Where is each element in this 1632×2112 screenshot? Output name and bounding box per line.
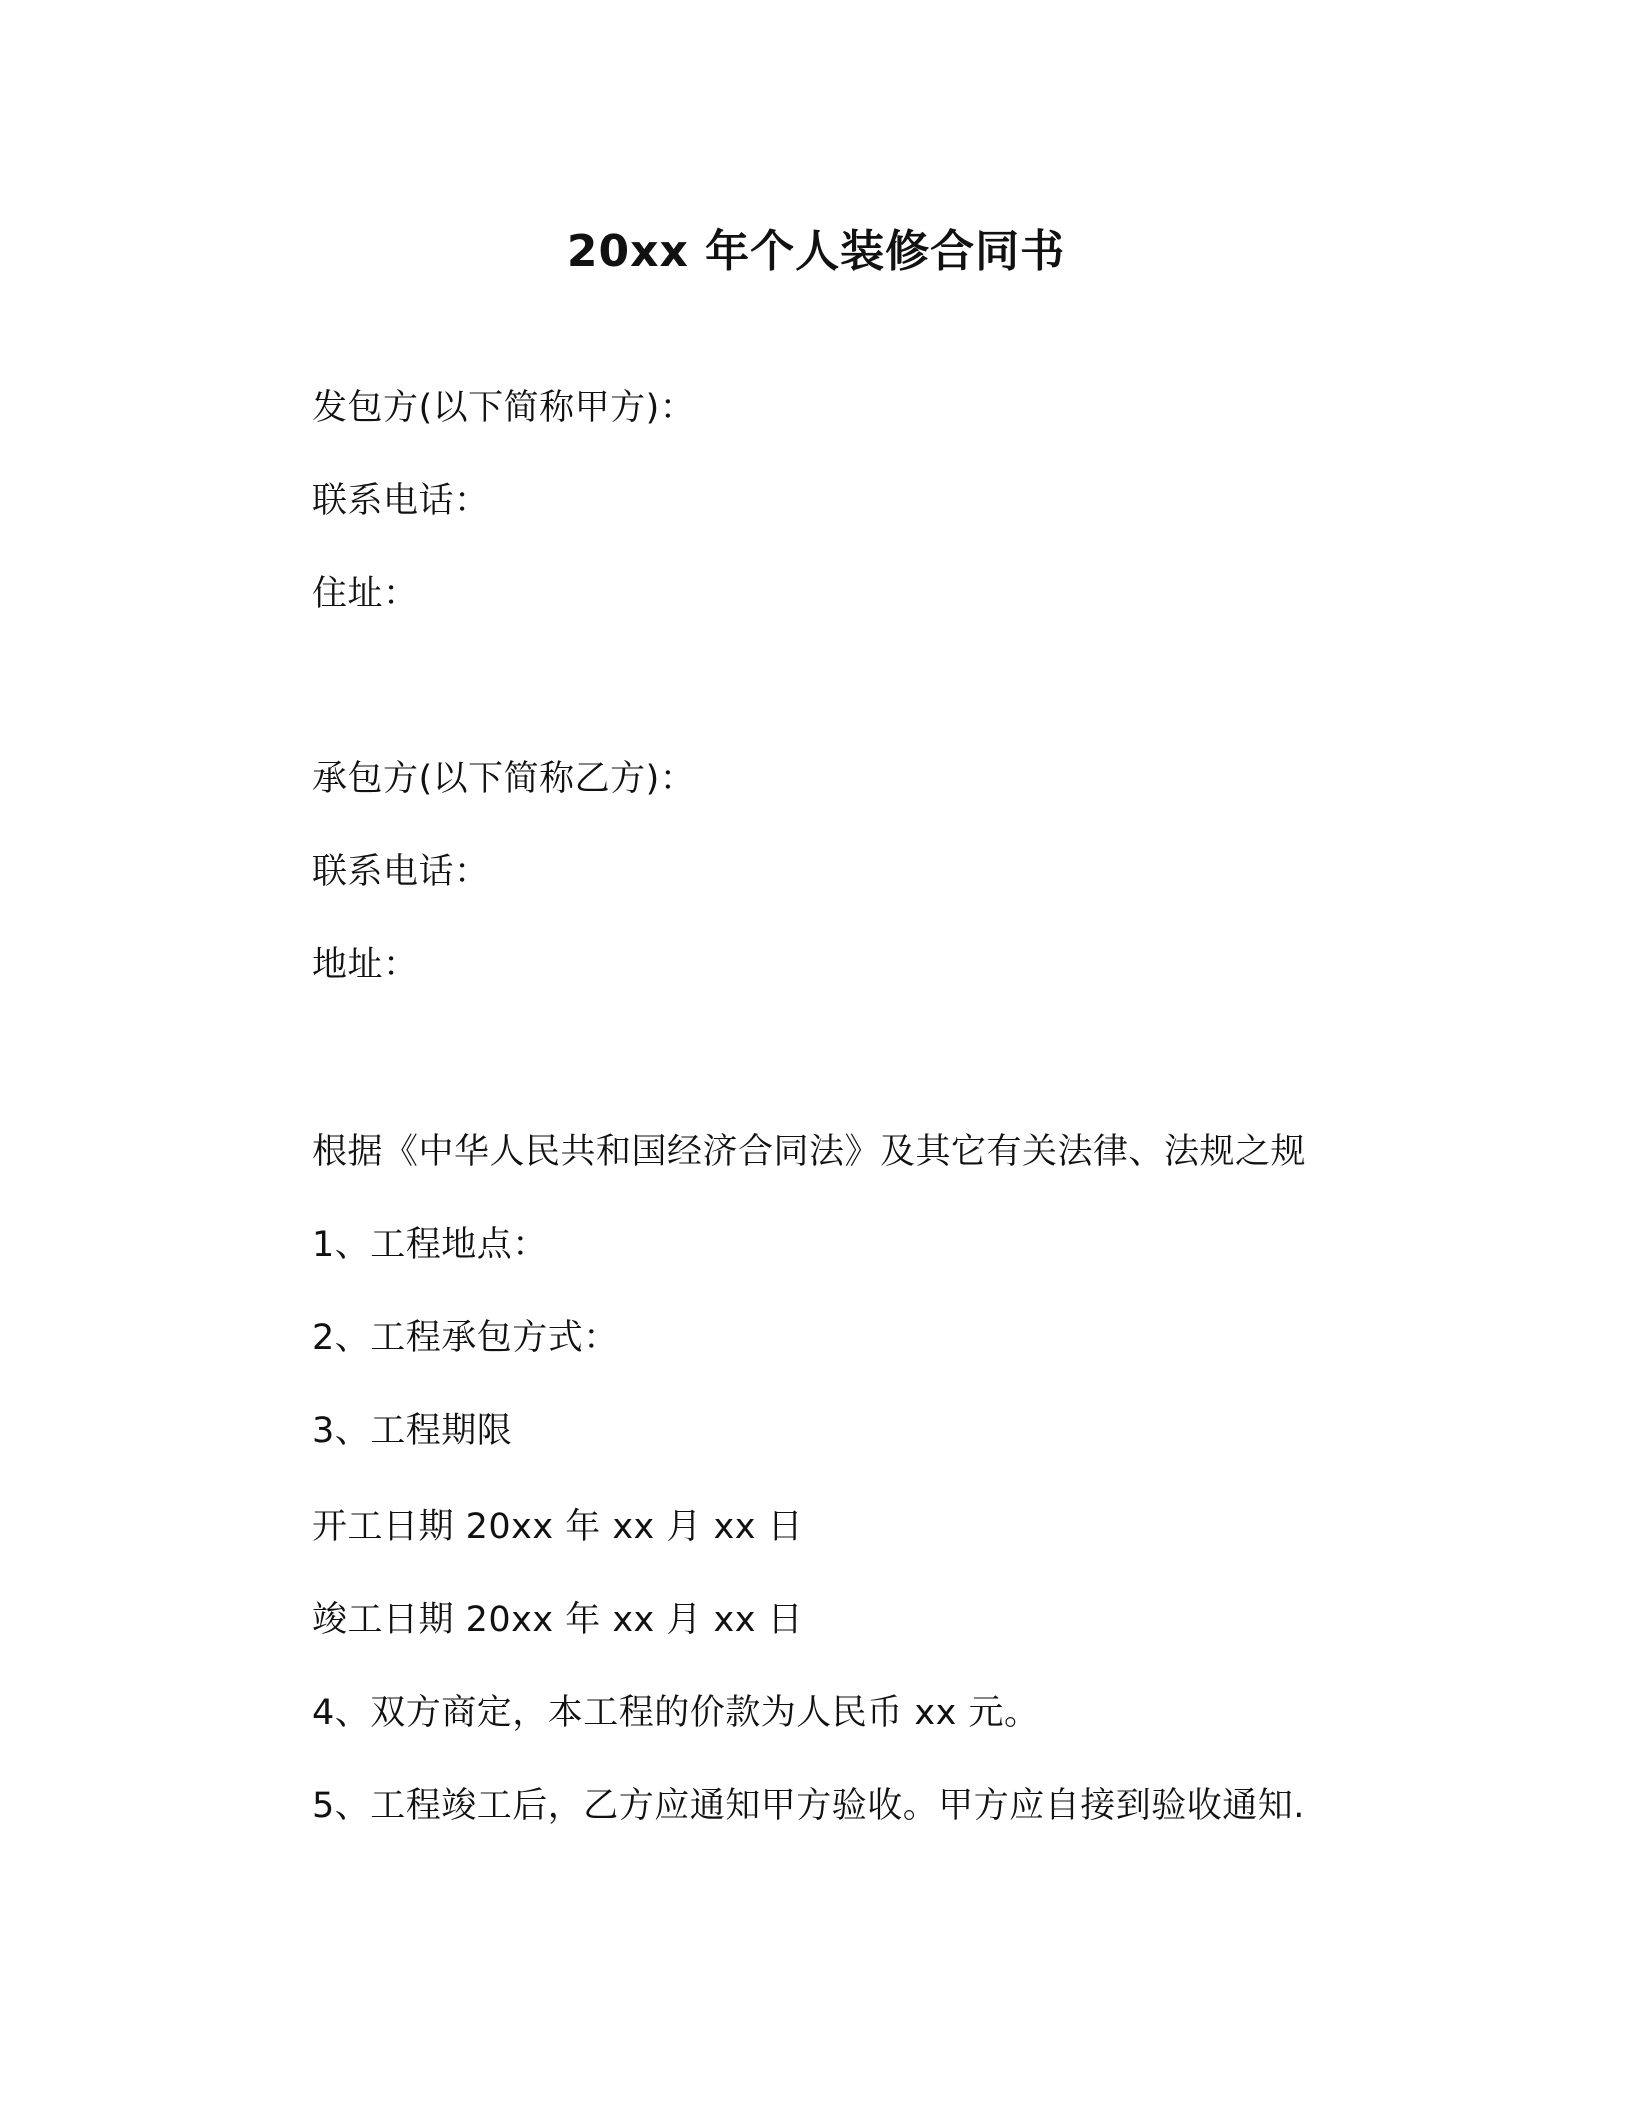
body-item-project-period: 3、工程期限 xyxy=(312,1411,513,1451)
body-item-contract-method: 2、工程承包方式： xyxy=(312,1318,619,1358)
body-paragraph-legal-basis: 根据《中华人民共和国经济合同法》及其它有关法律、法规之规 xyxy=(312,1132,1307,1172)
party-b-address: 地址： xyxy=(312,945,419,985)
body-completion-date: 竣工日期 20xx 年 xx 月 xx 日 xyxy=(312,1600,804,1640)
party-b-phone: 联系电话： xyxy=(312,852,490,892)
party-a-phone: 联系电话： xyxy=(312,481,490,521)
body-item-project-location: 1、工程地点： xyxy=(312,1225,548,1265)
party-b-label: 承包方(以下简称乙方)： xyxy=(312,759,696,799)
body-start-date: 开工日期 20xx 年 xx 月 xx 日 xyxy=(312,1507,804,1547)
document-title: 20xx 年个人装修合同书 xyxy=(566,226,1066,277)
party-a-label: 发包方(以下简称甲方)： xyxy=(312,388,696,428)
body-item-acceptance: 5、工程竣工后，乙方应通知甲方验收。甲方应自接到验收通知. xyxy=(312,1786,1305,1826)
party-a-address: 住址： xyxy=(312,574,419,614)
body-item-contract-price: 4、双方商定，本工程的价款为人民币 xx 元。 xyxy=(312,1693,1040,1733)
